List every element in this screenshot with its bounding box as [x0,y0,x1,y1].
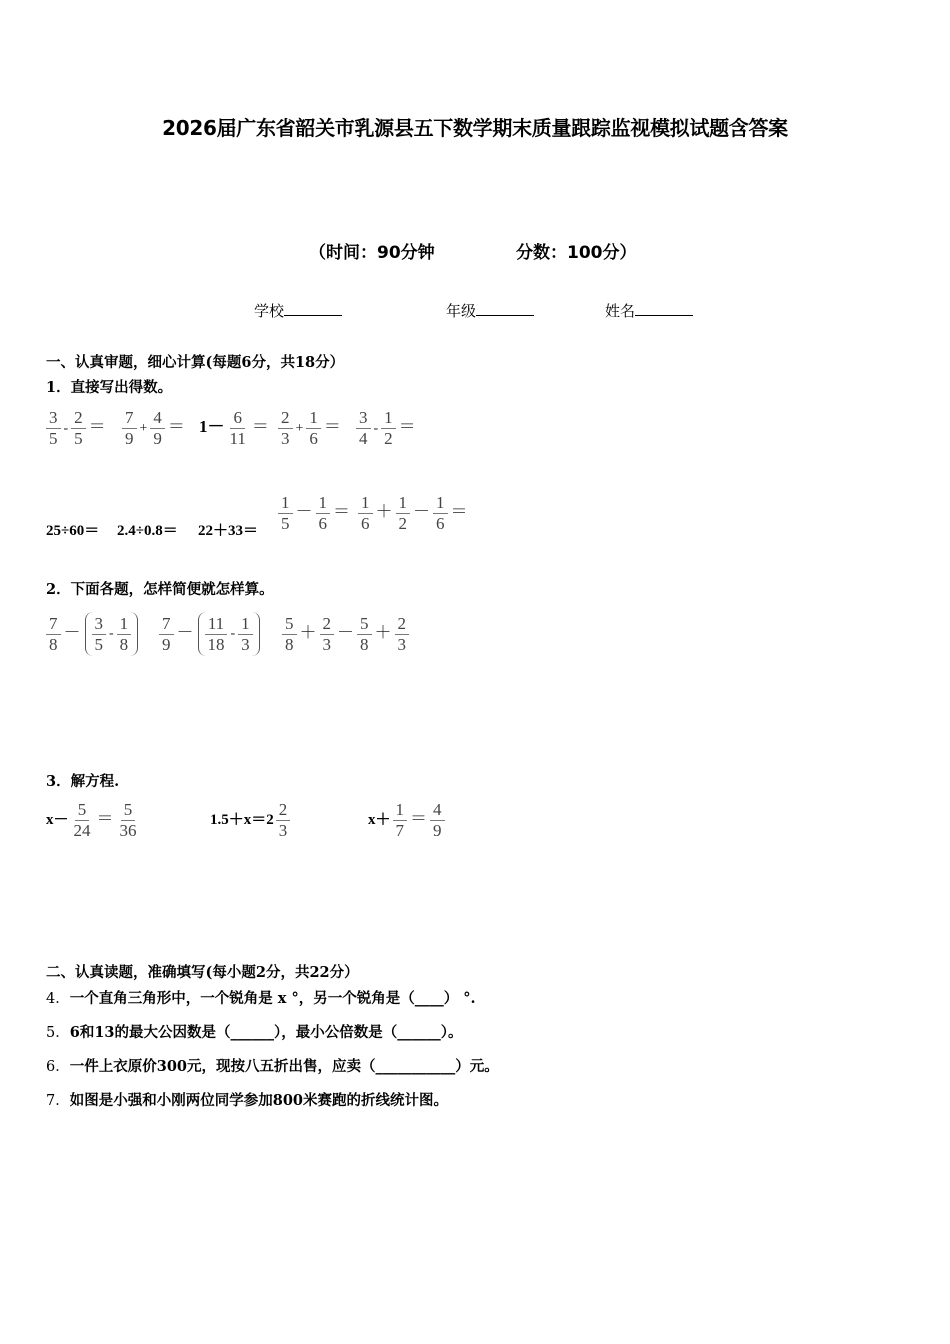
q1-row1-e2: $\frac{7}{9}$ + $\frac{4}{9}$ ＝ [120,408,186,448]
q1-row1-e5: $\frac{3}{4}$ - $\frac{1}{2}$ ＝ [354,408,417,448]
q2-e2: $\frac{7}{9}$ － $\frac{11}{18}$ - $\frac{1}{3}$ [157,612,263,656]
fraction: $\frac{7}{8}$ [46,614,61,654]
fraction: $\frac{4}{9}$ [150,408,165,448]
fraction: $\frac{3}{5}$ [46,408,61,448]
q2-e1: $\frac{7}{8}$ － $\frac{3}{5}$ - $\frac{1}{8}$ [44,612,141,656]
q1-row2-e3: 22＋33＝ [198,523,259,539]
grade-label: 年级 [446,302,477,320]
name-field [605,300,693,321]
fraction: $\frac{3}{5}$ [92,614,107,654]
fraction: $\frac{11}{18}$ [205,614,228,654]
q1-row1-e3: 1－ $\frac{6}{11}$ ＝ [199,408,269,448]
section1-heading: 一、认真审题，细心计算(每题6分，共18分） [46,354,345,371]
fraction: $\frac{1}{6}$ [306,408,321,448]
q1-row2-e2: 2.4÷0.8＝ [117,523,178,539]
fraction: $\frac{1}{2}$ [396,493,411,533]
school-blank[interactable] [284,301,342,316]
q5: 5．6和13的最大公因数是（______），最小公倍数是（______）。 [46,1024,463,1041]
fraction: $\frac{3}{4}$ [356,408,371,448]
fraction: $\frac{1}{8}$ [117,614,132,654]
exam-time: （时间：90分钟 [309,243,435,263]
q1-row1-e1: $\frac{3}{5}$ - $\frac{2}{5}$ ＝ [44,408,107,448]
fraction: $\frac{5}{8}$ [282,614,297,654]
q1-row1-e4: $\frac{2}{3}$ + $\frac{1}{6}$ ＝ [276,408,342,448]
fraction: $\frac{2}{3}$ [278,408,293,448]
q3-e1: x－ $\frac{5}{24}$ ＝ $\frac{5}{36}$ [46,800,142,840]
name-blank[interactable] [635,301,693,316]
school-field [254,300,342,321]
fraction: $\frac{2}{3}$ [395,614,410,654]
q3-e3: x＋ $\frac{1}{7}$ ＝ $\frac{4}{9}$ [368,800,447,840]
q3-e2: 1.5＋x＝2 $\frac{2}{3}$ [210,800,292,840]
fraction: $\frac{1}{6}$ [433,493,448,533]
q1-row2-e4: $\frac{1}{5}$ － $\frac{1}{6}$ ＝ [276,493,351,533]
q6: 6．一件上衣原价300元，现按八五折出售，应卖（___________）元。 [46,1058,499,1075]
parentheses: $\frac{3}{5}$ - $\frac{1}{8}$ [85,612,139,656]
grade-blank[interactable] [476,301,534,316]
q1-label: 1．直接写出得数。 [46,379,173,396]
q1-row2-e1: 25÷60＝ [46,523,100,539]
q2-e3: $\frac{5}{8}$ ＋ $\frac{2}{3}$ － $\frac{5}{8}$ ＋ $\frac{2}{3}$ [280,614,411,654]
fraction: $\frac{5}{36}$ [119,800,137,840]
fraction: $\frac{1}{6}$ [316,493,331,533]
q1-row2-e5: $\frac{1}{6}$ ＋ $\frac{1}{2}$ － $\frac{1}{6}$ ＝ [356,493,469,533]
name-label: 姓名 [605,302,636,320]
fraction: $\frac{1}{2}$ [381,408,396,448]
fraction: $\frac{1}{3}$ [238,614,253,654]
grade-field [446,300,534,321]
parentheses: $\frac{11}{18}$ - $\frac{1}{3}$ [198,612,260,656]
fraction: $\frac{1}{6}$ [358,493,373,533]
fraction: $\frac{1}{7}$ [393,800,408,840]
exam-score: 分数：100分） [516,243,637,263]
fraction: $\frac{5}{24}$ [73,800,91,840]
fraction: $\frac{5}{8}$ [357,614,372,654]
fraction: $\frac{7}{9}$ [122,408,137,448]
fraction: $\frac{1}{5}$ [278,493,293,533]
section2-heading: 二、认真读题，准确填写(每小题2分，共22分） [46,964,359,981]
fraction: $\frac{7}{9}$ [159,614,174,654]
fraction: $\frac{2}{3}$ [320,614,335,654]
fraction: $\frac{4}{9}$ [430,800,445,840]
q2-label: 2．下面各题，怎样简便就怎样算。 [46,581,274,598]
page-title: 2026届广东省韶关市乳源县五下数学期末质量跟踪监视模拟试题含答案 [162,116,788,140]
q3-label: 3．解方程. [46,773,120,790]
fraction: $\frac{2}{3}$ [276,800,291,840]
fraction: $\frac{6}{11}$ [229,408,246,448]
q4: 4．一个直角三角形中，一个锐角是 x °，另一个锐角是（____） °. [46,990,476,1007]
school-label: 学校 [254,302,285,320]
q7: 7．如图是小强和小刚两位同学参加800米赛跑的折线统计图。 [46,1092,448,1109]
fraction: $\frac{2}{5}$ [71,408,86,448]
